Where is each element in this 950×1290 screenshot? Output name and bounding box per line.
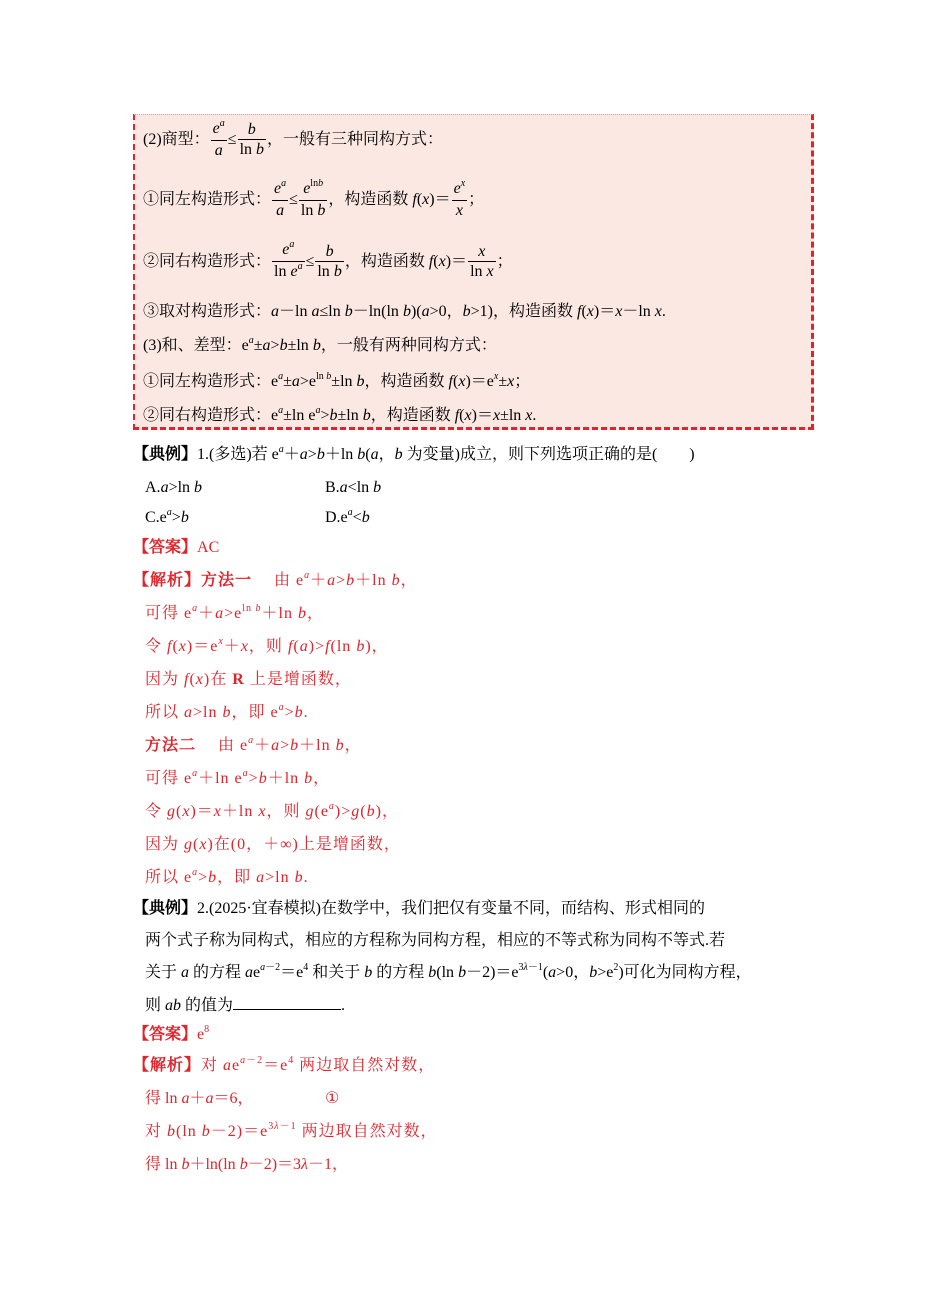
box-line-sum-right: ②同右构造形式：$e^a\pm\ln$ $e^a>b\pm\ln$ b，构造函数 f(x)＝x±ln x. bbox=[143, 405, 537, 424]
example2-question-line1: 【典例】2.(2025·宜春模拟)在数学中，我们把仅有变量不同，而结构、形式相同的 bbox=[133, 900, 706, 917]
option-a: A.a>ln b bbox=[145, 479, 203, 496]
example-tag: 【典例】 bbox=[133, 446, 198, 463]
solution2-line4: 得 ln b＋ln(ln b－2)＝3λ－1， bbox=[145, 1156, 348, 1173]
solution1-line5: 所以 a>ln b，即 $e^a>b$. bbox=[145, 702, 309, 721]
solution1-line7: 可得 $e^a+\ln$ $e^a>b+\ln$ b， bbox=[145, 768, 331, 787]
box-line-same-left: ①同左构造形式： $\frac{e^a}{a}$ ≤ $\frac{e^{lnb}}{\text{ln b}}$ ，构造函数 f(x)＝ $\frac{e^x}{x}$ ； bbox=[143, 177, 485, 219]
solution2-line1: 【解析】对 $ae^{a-2}=e^4$ 两边取自然对数， bbox=[133, 1055, 436, 1074]
solution2-line2: 得 ln a＋a＝6， ① bbox=[145, 1090, 340, 1107]
solution1-line6: 方法二 由 $e^a+a>b+\ln$ b， bbox=[145, 735, 362, 754]
option-d: $D.e^a<b$ bbox=[325, 507, 370, 526]
solution2-line3: 对 b(ln $b-2)=e^{3\lambda-1}$ 两边取自然对数， bbox=[145, 1121, 438, 1140]
option-c: $C.e^a>b$ bbox=[145, 507, 189, 526]
fraction: $\frac{e^a}{a}$ bbox=[212, 117, 225, 159]
solution1-line2: 可得 $e^a+a>e^{ln b}+\ln$ b， bbox=[145, 603, 324, 622]
example2-question-line3: 关于 a 的方程 $ae^{a-2}=e^4$ 和关于 b 的方程 b(ln $b-2)=e^{3\lambda-1}(a>0$，$b>e^2$)可化为同构方程， bbox=[145, 962, 752, 981]
example2-question-line2: 两个式子称为同构式，相应的方程称为同构方程，相应的不等式称为同构不等式.若 bbox=[145, 932, 726, 949]
example1-answer: 【答案】AC bbox=[133, 539, 220, 556]
solution1-line3: 令 $f(x)=e^x+x$，则 f(a)>f(ln b)， bbox=[145, 636, 389, 655]
solution1-line4: 因为 f(x)在 R 上是增函数， bbox=[145, 671, 352, 688]
box-line-same-right: ②同右构造形式： $\frac{e^a}{\ln e^a}$ ≤ $\frac{b}{\text{ln b}}$ ，构造函数 f(x)＝ $\frac{x}{\text{ln x}}$ ； bbox=[143, 238, 513, 280]
example2-question-line4: 则 ab 的值为 . bbox=[145, 997, 346, 1014]
answer-blank[interactable] bbox=[233, 995, 341, 1010]
option-b: B.a<ln b bbox=[325, 479, 382, 496]
example1-question: 【典例】1.(多选)若 $e^a+a>b+\ln$ b(a，b 为变量)成立，则下列选项正确的是( ) bbox=[133, 444, 695, 463]
solution1-line10: 所以 $e^a>b$，即 a>ln b. bbox=[145, 867, 309, 886]
solution1-line1: 【解析】方法一 由 $e^a+a>b+\ln$ b， bbox=[133, 570, 418, 589]
box-line-quotient: (2)商型： $\frac{e^a}{a}$ ≤ $\frac{b}{\text{ln b}}$ ，一般有三种同构方式： bbox=[143, 117, 444, 159]
solution1-line9: 因为 g(x)在(0，＋∞)上是增函数， bbox=[145, 836, 401, 853]
box-line-sum-left: ①同左构造形式：$e^a\pm a>e^{ln b}\pm\ln$ b，构造函数 $f(x)=e^x\pm x$； bbox=[143, 371, 531, 390]
fraction: $\frac{b}{\text{ln b}}$ bbox=[239, 120, 265, 158]
solution1-line8: 令 g(x)＝x＋ln x，则 $g(e^a)>g(b)$， bbox=[145, 801, 399, 820]
box-line-sum-diff: (3)和、差型：$e^a\pm a>b\pm\ln$ b，一般有两种同构方式： bbox=[143, 335, 497, 354]
example2-answer: 【答案】$e^8$ bbox=[133, 1024, 210, 1043]
box-line-log: ③取对构造形式：a－ln a≤ln b－ln(ln b)(a>0，b>1)，构造函数 f(x)＝x－ln x. bbox=[143, 303, 666, 320]
